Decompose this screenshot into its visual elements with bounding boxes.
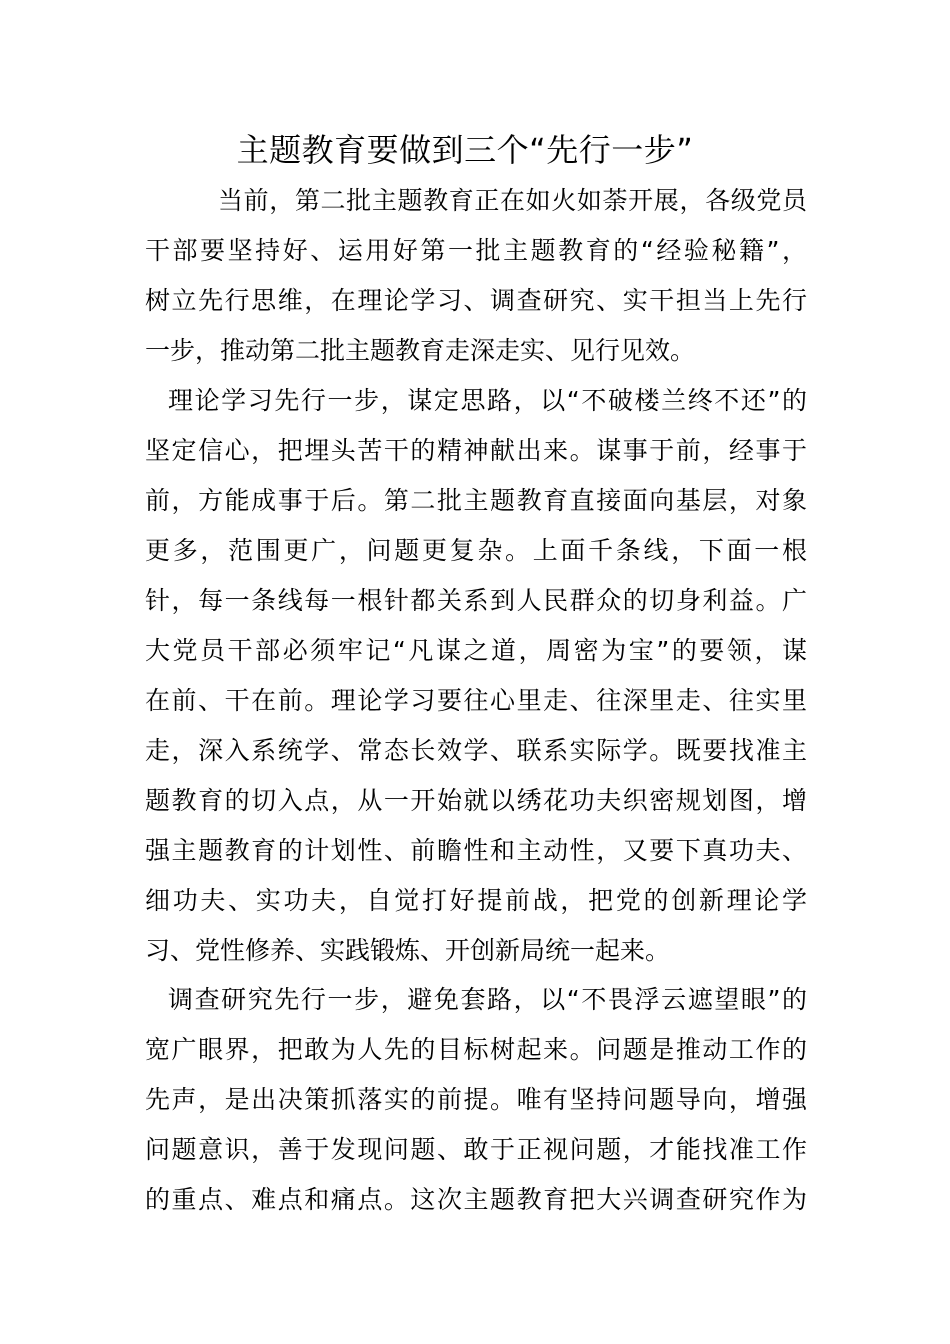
- paragraph-2-line-4: 更多，范围更广，问题更复杂。上面千条线，下面一根: [145, 536, 807, 565]
- paragraph-2-line-7: 在前、干在前。理论学习要往心里走、往深里走、往实里: [145, 686, 807, 715]
- document-title: 主题教育要做到三个“先行一步”: [236, 131, 694, 169]
- paragraph-3-line-3: 先声，是出决策抓落实的前提。唯有坚持问题导向，增强: [145, 1085, 807, 1114]
- paragraph-1-line-2: 干部要坚持好、运用好第一批主题教育的“经验秘籍”，: [145, 236, 807, 265]
- paragraph-3-line-5: 的重点、难点和痛点。这次主题教育把大兴调查研究作为: [145, 1185, 807, 1214]
- paragraph-2-line-6: 大党员干部必须牢记“凡谋之道，周密为宝”的要领，谋: [145, 636, 807, 665]
- paragraph-2-line-8: 走，深入系统学、常态长效学、联系实际学。既要找准主: [145, 736, 807, 765]
- paragraph-3-line-2: 宽广眼界，把敢为人先的目标树起来。问题是推动工作的: [145, 1035, 807, 1064]
- paragraph-2-line-3: 前，方能成事于后。第二批主题教育直接面向基层，对象: [145, 486, 807, 515]
- paragraph-2-line-12: 习、党性修养、实践锻炼、开创新局统一起来。: [145, 936, 671, 965]
- paragraph-2-line-2: 坚定信心，把埋头苦干的精神献出来。谋事于前，经事于: [145, 436, 807, 465]
- paragraph-2-line-1: 理论学习先行一步，谋定思路，以“不破楼兰终不还”的: [168, 386, 807, 415]
- paragraph-2-line-9: 题教育的切入点，从一开始就以绣花功夫织密规划图，增: [145, 786, 807, 815]
- paragraph-2-line-5: 针，每一条线每一根针都关系到人民群众的切身利益。广: [145, 586, 807, 615]
- paragraph-3-line-1: 调查研究先行一步，避免套路，以“不畏浮云遮望眼”的: [168, 985, 807, 1014]
- paragraph-2-line-11: 细功夫、实功夫，自觉打好提前战，把党的创新理论学: [145, 886, 807, 915]
- paragraph-1-line-3: 树立先行思维，在理论学习、调查研究、实干担当上先行: [145, 286, 807, 315]
- paragraph-1-line-1: 当前，第二批主题教育正在如火如荼开展，各级党员: [218, 186, 807, 215]
- paragraph-1-line-4: 一步，推动第二批主题教育走深走实、见行见效。: [145, 336, 696, 365]
- paragraph-2-line-10: 强主题教育的计划性、前瞻性和主动性，又要下真功夫、: [145, 836, 807, 865]
- paragraph-3-line-4: 问题意识，善于发现问题、敢于正视问题，才能找准工作: [145, 1135, 807, 1164]
